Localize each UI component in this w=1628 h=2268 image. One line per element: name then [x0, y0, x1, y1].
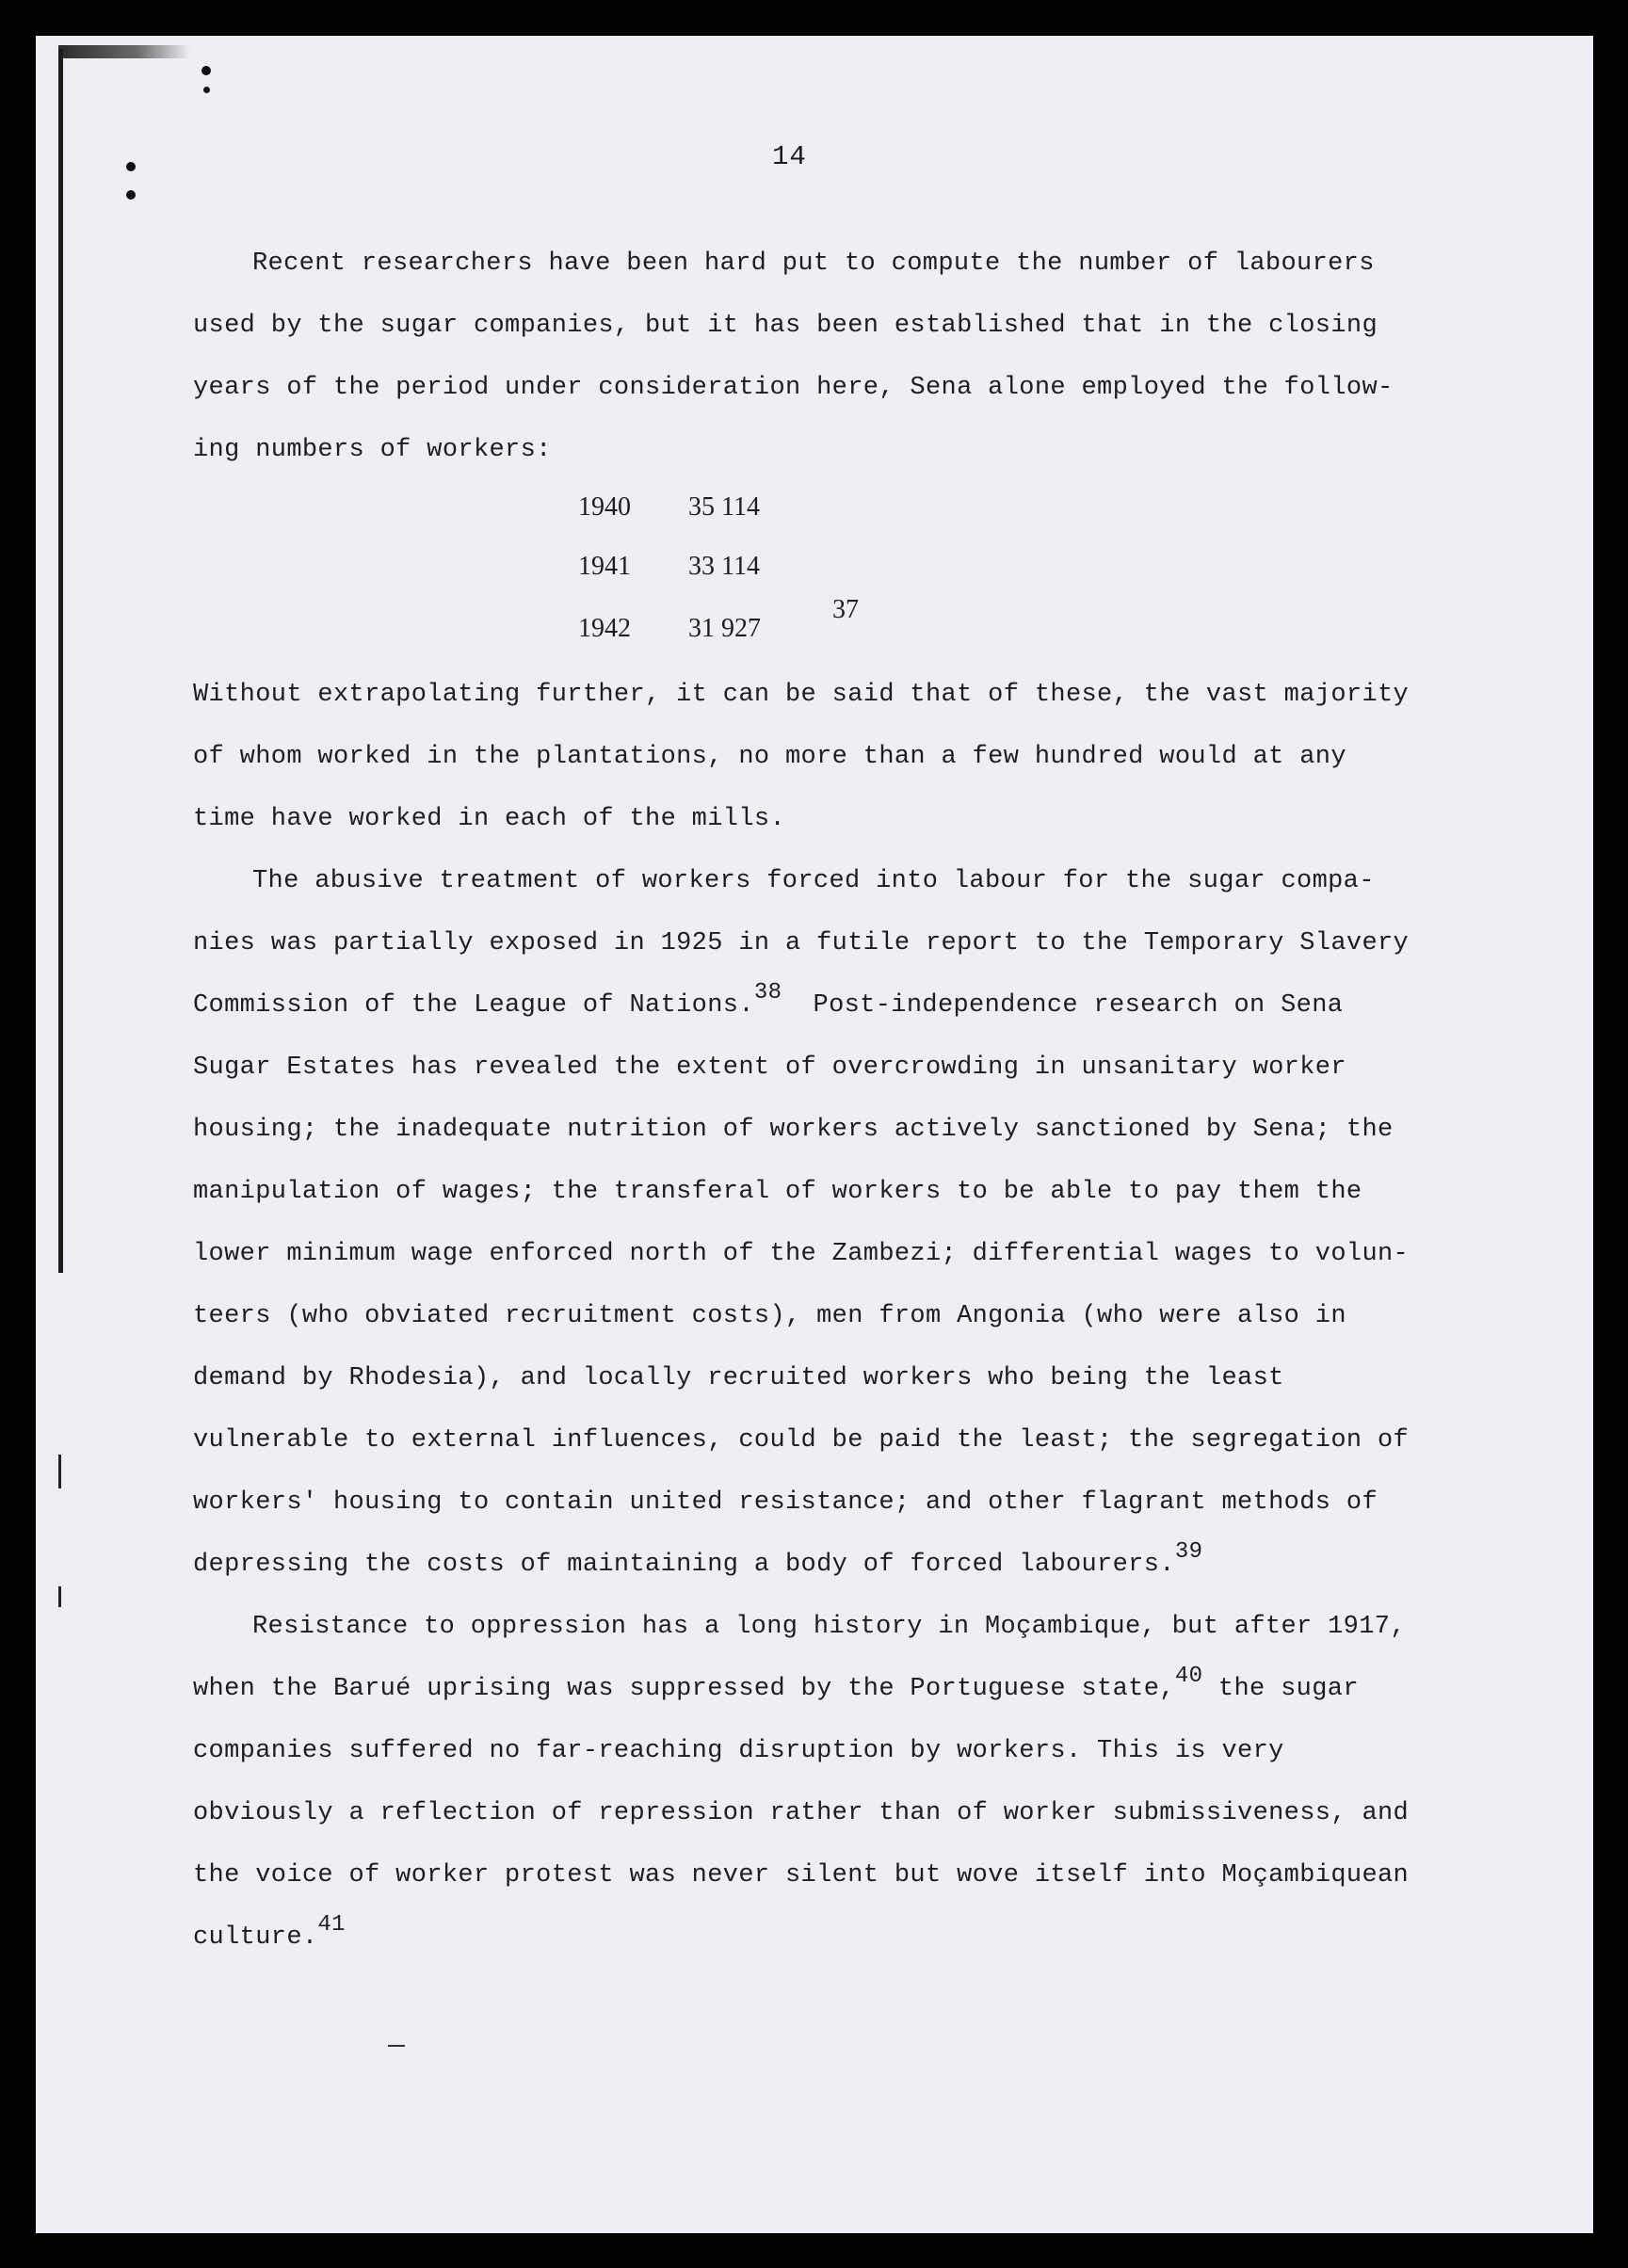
table-row	[578, 552, 760, 582]
table-cell-workers: 33 114	[688, 552, 760, 581]
body-text-line: companies suffered no far-reaching disruption by workers. This is very	[193, 1737, 1284, 1765]
body-text-line: time have worked in each of the mills.	[193, 805, 785, 833]
table-cell-year: 1941	[578, 552, 631, 581]
body-text-line: The abusive treatment of workers forced into labour for the sugar compa-	[252, 867, 1375, 895]
footnote-reference: 41	[317, 1912, 346, 1938]
body-text-line: of whom worked in the plantations, no more than a few hundred would at any	[193, 743, 1346, 771]
body-text-line	[193, 1912, 346, 1952]
stray-mark	[388, 2045, 405, 2047]
body-text-line	[193, 980, 1344, 1020]
body-text-line: the voice of worker protest was never silent but wove itself into Moçambiquean	[193, 1861, 1410, 1890]
body-text-line: vulnerable to external influences, could be paid the least; the segregation of	[193, 1426, 1410, 1455]
body-text-line: ing numbers of workers:	[193, 436, 552, 464]
page-number: 14	[772, 141, 807, 172]
footnote-reference: 38	[753, 980, 782, 1005]
body-text-line: demand by Rhodesia), and locally recruited workers who being the least	[193, 1364, 1284, 1392]
body-text-segment: Commission of the League of Nations.	[193, 991, 754, 1020]
body-text-line: used by the sugar companies, but it has been established that in the closing	[193, 312, 1378, 340]
scan-edge-smudge	[58, 45, 190, 58]
body-text-line: obviously a reflection of repression rather than of worker submissiveness, and	[193, 1799, 1410, 1827]
body-text-line	[193, 1664, 1359, 1703]
punch-hole-mark	[201, 66, 211, 75]
table-cell-workers: 31 927	[688, 614, 761, 643]
body-text-line: years of the period under consideration here, Sena alone employed the follow-	[193, 374, 1394, 402]
body-text-line: Recent researchers have been hard put to compute the number of labourers	[252, 249, 1375, 278]
body-text-line	[193, 1539, 1203, 1579]
body-text-line: nies was partially exposed in 1925 in a futile report to the Temporary Slavery	[193, 929, 1410, 957]
punch-hole-mark	[203, 87, 210, 93]
body-text-line: Resistance to oppression has a long history in Moçambique, but after 1917,	[252, 1613, 1406, 1641]
table-cell-year: 1940	[578, 492, 631, 522]
footnote-reference: 37	[832, 595, 859, 624]
body-text-line: teers (who obviated recruitment costs), men from Angonia (who were also in	[193, 1302, 1346, 1330]
body-text-line: workers' housing to contain united resistance; and other flagrant methods of	[193, 1488, 1378, 1517]
footnote-reference: 39	[1174, 1539, 1203, 1565]
body-text-segment: depressing the costs of maintaining a body of forced labourers.	[193, 1551, 1175, 1579]
body-text-segment: Post-independence research on Sena	[782, 991, 1344, 1020]
punch-hole-mark	[126, 190, 136, 200]
margin-mark	[58, 1586, 61, 1607]
table-cell-workers: 35 114	[688, 492, 760, 522]
table-cell-year: 1942	[578, 614, 631, 643]
body-text-segment: when the Barué uprising was suppressed by the Portuguese state,	[193, 1675, 1175, 1703]
margin-mark	[58, 1455, 61, 1488]
table-row	[578, 614, 761, 644]
table-row	[578, 492, 760, 523]
body-text-line: Without extrapolating further, it can be said that of these, the vast majority	[193, 681, 1410, 709]
body-text-line: manipulation of wages; the transferal of workers to be able to pay them the	[193, 1178, 1362, 1206]
footnote-reference: 40	[1174, 1664, 1203, 1689]
body-text-segment: the sugar	[1202, 1675, 1359, 1703]
binding-edge-rule	[58, 49, 63, 1273]
body-text-segment: culture.	[193, 1923, 318, 1952]
body-text-line: Sugar Estates has revealed the extent of overcrowding in unsanitary worker	[193, 1054, 1346, 1082]
body-text-line: lower minimum wage enforced north of the Zambezi; differential wages to volun-	[193, 1240, 1410, 1268]
body-text-line: housing; the inadequate nutrition of workers actively sanctioned by Sena; the	[193, 1116, 1394, 1144]
punch-hole-mark	[126, 162, 136, 171]
